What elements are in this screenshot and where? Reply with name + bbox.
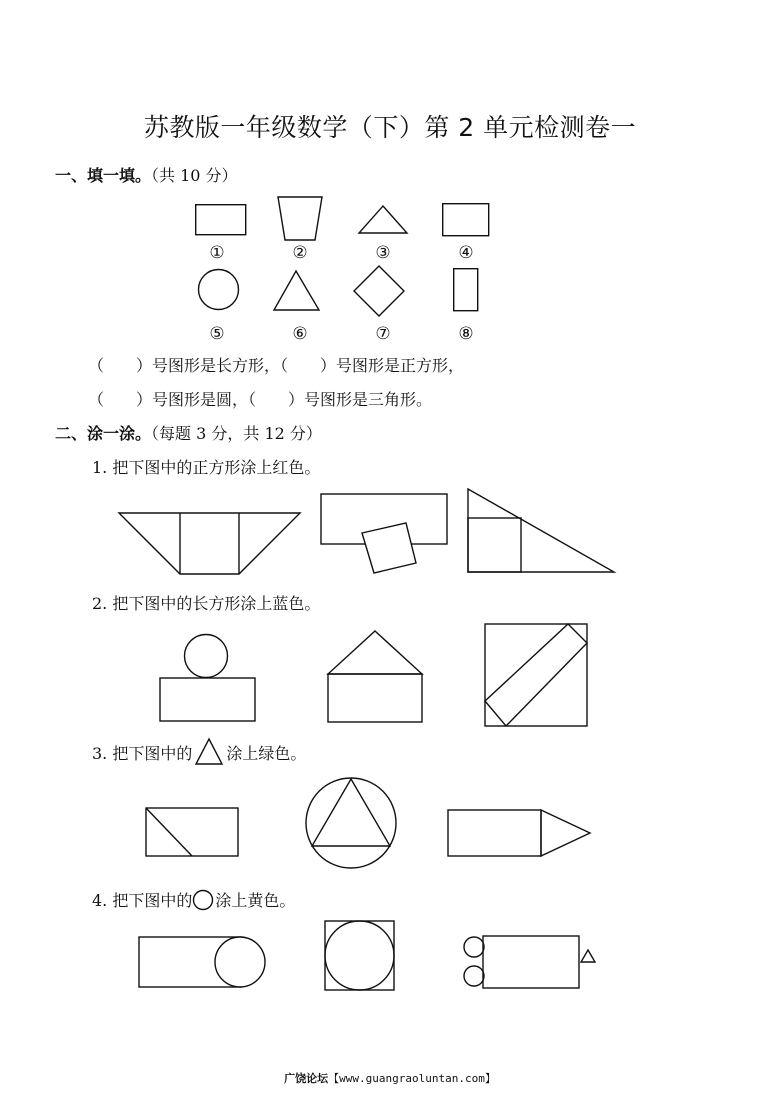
question-2: 2. 把下图中的长方形涂上蓝色。 [92, 594, 321, 613]
fill-blank-line-1: （ ）号图形是长方形，（ ）号图形是正方形， [88, 356, 465, 375]
q4-figure-square-circle [324, 920, 396, 992]
shape-1-rectangle [195, 204, 247, 236]
shape-8-rectangle [453, 268, 479, 312]
footer-site-name: 广饶论坛 [284, 1072, 329, 1085]
q3-figure-circle-triangle [304, 776, 398, 872]
shape-5-circle [197, 268, 241, 312]
shape-number-2: ② [292, 243, 308, 263]
q2-figure-house [327, 630, 424, 724]
section2-score: （每题 3 分，共 12 分） [151, 424, 322, 443]
q2-figure-square-rectangle [484, 623, 590, 729]
question-4-prefix: 4. 把下图中的 [92, 891, 193, 910]
question-3-suffix: 涂上绿色。 [226, 744, 307, 763]
inline-circle-icon [192, 889, 214, 911]
fill-blank-line-2: （ ）号图形是圆，（ ）号图形是三角形。 [88, 390, 433, 409]
shape-7-square-rotated [353, 265, 405, 317]
page-footer [0, 1070, 780, 1086]
footer-url[interactable]: 【www.guangraoluntan.com】 [328, 1072, 496, 1085]
section2-title: 二、涂一涂。 [55, 424, 152, 443]
question-4 [92, 888, 295, 911]
q1-figure-triangle-square [467, 488, 617, 574]
shape-number-1: ① [209, 243, 225, 263]
section1-title: 一、填一填。 [55, 166, 152, 185]
section1-heading [55, 163, 238, 186]
shape-number-8: ⑧ [458, 324, 474, 344]
shape-6-triangle [273, 270, 321, 312]
q1-figure-rectangle-square [320, 493, 450, 575]
page-title: 苏教版一年级数学（下）第 2 单元检测卷一 [143, 113, 637, 142]
inline-triangle-icon [194, 738, 224, 766]
shape-2-trapezoid [277, 196, 323, 242]
question-3-prefix: 3. 把下图中的 [92, 744, 193, 763]
q4-figure-cart [461, 934, 599, 990]
section1-score: （共 10 分） [151, 166, 238, 185]
shape-number-5: ⑤ [209, 324, 225, 344]
q4-figure-rectangle-circle [138, 936, 268, 990]
q3-figure-pencil-shape [447, 809, 593, 859]
shape-number-3: ③ [375, 243, 391, 263]
question-1: 1. 把下图中的正方形涂上红色。 [92, 458, 321, 477]
shape-4-rectangle [442, 203, 490, 237]
shape-number-7: ⑦ [375, 324, 391, 344]
shape-3-triangle [357, 205, 409, 235]
question-3 [92, 741, 306, 766]
q1-figure-trapezoid-squares [118, 512, 302, 576]
section2-heading [55, 421, 322, 444]
q2-figure-circle-rectangle [159, 633, 257, 723]
shape-number-4: ④ [458, 243, 474, 263]
shape-number-6: ⑥ [292, 324, 308, 344]
question-4-suffix: 涂上黄色。 [215, 891, 296, 910]
q3-figure-rectangle-diagonal [145, 807, 241, 859]
